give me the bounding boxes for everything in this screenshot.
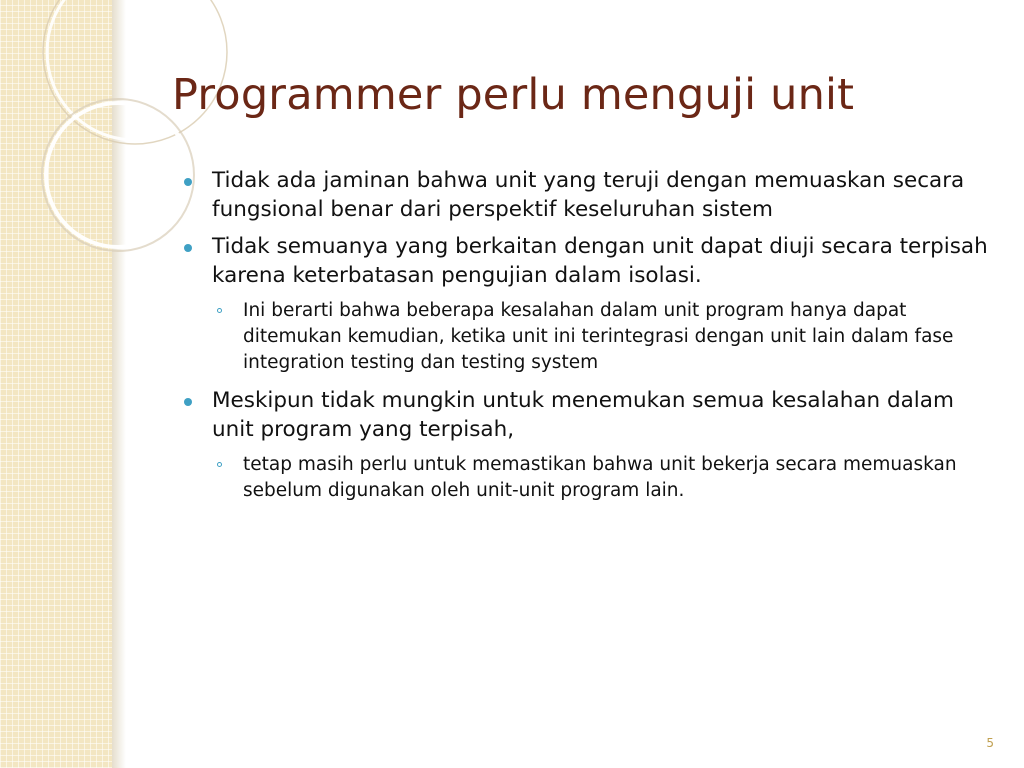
sub-bullet-text: tetap masih perlu untuk memastikan bahwa unit bekerja secara memuaskan sebelum digunakan oleh unit-unit program lain. <box>243 454 957 501</box>
bullet-item <box>180 166 995 224</box>
sub-bullet-item <box>180 298 995 376</box>
sub-bullet-ring-icon <box>217 308 222 313</box>
bullet-text: Meskipun tidak mungkin untuk menemukan semua kesalahan dalam unit program yang terpisah, <box>212 388 954 442</box>
bullet-text: Tidak semuanya yang berkaitan dengan unit dapat diuji secara terpisah karena keterbatasan pengujian dalam isolasi. <box>212 234 988 288</box>
slide-title: Programmer perlu menguji unit <box>172 70 855 120</box>
bullet-dot-icon <box>184 178 192 186</box>
page-number: 5 <box>986 736 994 750</box>
sub-bullet-item <box>180 452 995 504</box>
bullet-list <box>180 166 995 514</box>
bullet-text: Tidak ada jaminan bahwa unit yang teruji dengan memuaskan secara fungsional benar dari perspektif keseluruhan sistem <box>212 168 965 222</box>
bullet-item <box>180 232 995 290</box>
sub-bullet-text: Ini berarti bahwa beberapa kesalahan dalam unit program hanya dapat ditemukan kemudian, ketika unit ini terintegrasi dengan unit lain dalam fase integration testing dan testing system <box>243 300 954 373</box>
bullet-dot-icon <box>184 398 192 406</box>
decorative-rings-graphic <box>0 0 180 280</box>
bullet-dot-icon <box>184 244 192 252</box>
sub-bullet-ring-icon <box>217 462 222 467</box>
bullet-item <box>180 386 995 444</box>
